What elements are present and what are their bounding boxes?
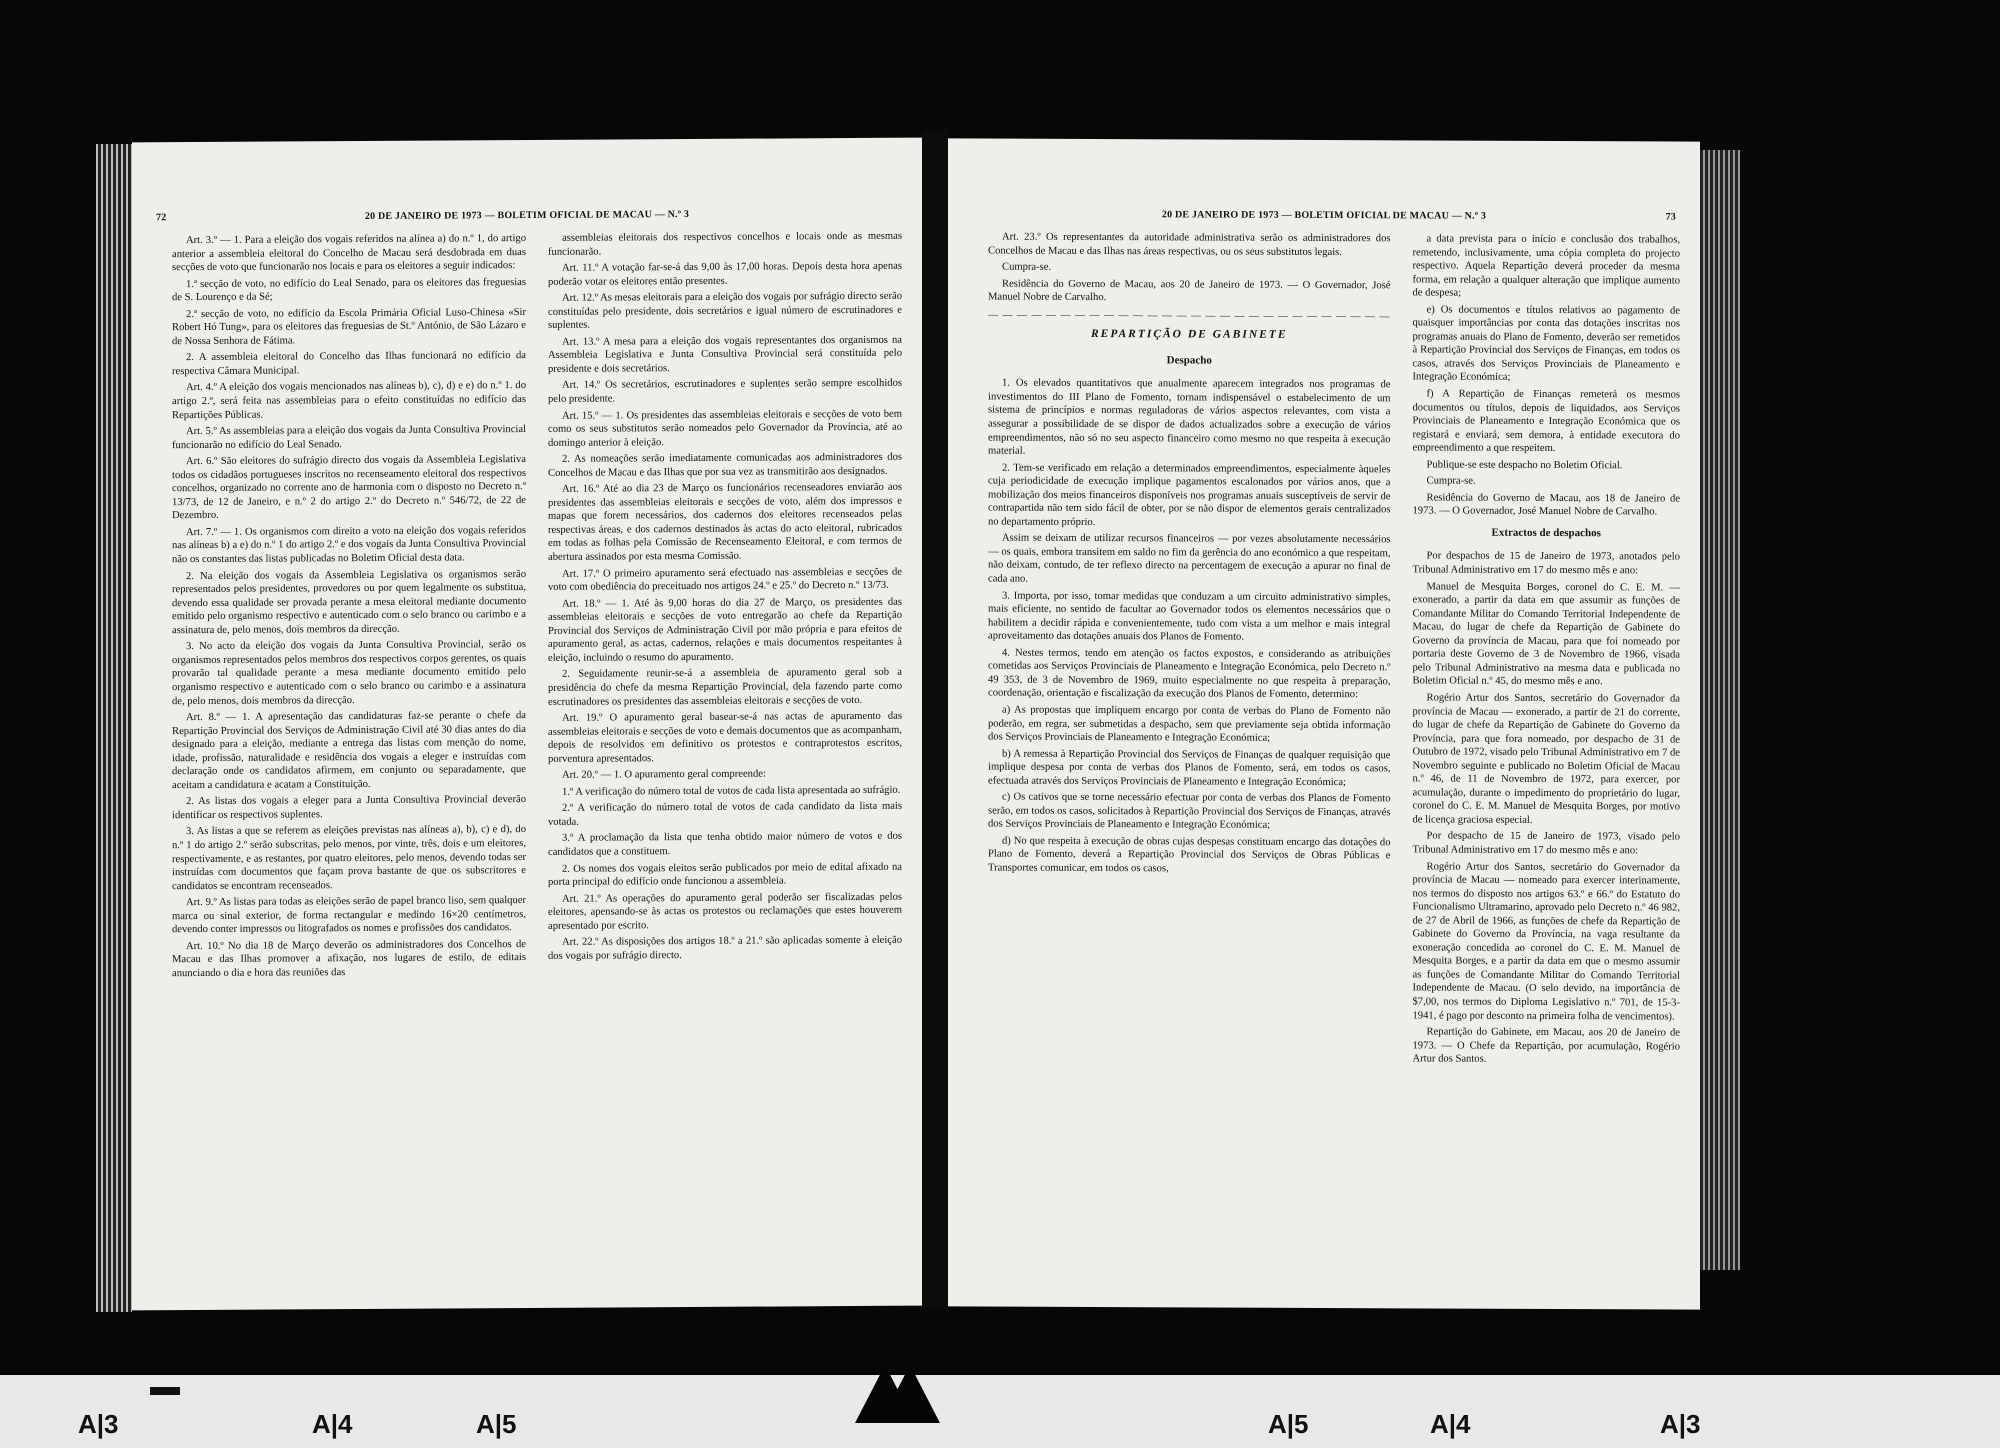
paragraph: Art. 21.º As operações do apuramento geral poderão ser fiscalizadas pelos eleitores, apensando-se às actas os protestos ou reclamações que estes houverem apresentado por escrito. bbox=[548, 891, 902, 932]
right-page-number: 73 bbox=[1665, 211, 1676, 223]
paragraph: 2. Na eleição dos vogais da Assembleia Legislativa os organismos serão representados pelos presidentes, provedores ou por quem legalmente os substitua, devendo essa qualidade ser provada perante a mesa eleitoral mediante documento emitido pelo organismo respectivo e autenticado com o selo branco ou carimbo e a assinatura de, pelo menos, dois membros da direcção. bbox=[172, 568, 526, 636]
despacho-title: Despacho bbox=[1166, 354, 1212, 367]
paragraph: Art. 15.º — 1. Os presidentes das assembleias eleitorais e secções de voto bem como os seus substitutos serão nomeados pelo Governador da Província, até ao domingo anterior à eleição. bbox=[548, 408, 902, 449]
paragraph: Art. 5.º As assembleias para a eleição dos vogais da Junta Consultiva Provincial funcionarão no edifício do Leal Senado. bbox=[172, 424, 526, 451]
paragraph: 3.º A proclamação da lista que tenha obtido maior número de votos e dos candidatos que a constituem. bbox=[548, 831, 902, 858]
paragraph: Rogério Artur dos Santos, secretário do Governador da província de Macau — nomeado para exercer interinamente, nos termos do disposto nos artigos 63.º e 66.º do Estatuto do Funcionalismo Ultramarino, aprovado pelo Decreto n.º 46 982, de 27 de Abril de 1966, as funções de chefe da Repartição de Gabinete do Governo da Província, na vaga resultante da exoneração concedida ao coronel do C. E. M. Manuel de Mesquita Borges, e a partir da data em que o mesmo assumir as funções de Comandante Militar do Comando Territorial Independente de Macau. (O selo devido, na importância de $7,00, nos termos do Diploma Legislativo n.º 701, de 15-3-1941, é pago por desconto na primeira folha de vencimentos). bbox=[1412, 860, 1680, 1023]
right-page-header bbox=[972, 208, 1676, 223]
right-page bbox=[948, 138, 1700, 1309]
paragraph: Repartição do Gabinete, em Macau, aos 20 de Janeiro de 1973. — O Chefe da Repartição, por acumulação, Rogério Artur dos Santos. bbox=[1412, 1026, 1680, 1065]
paragraph: Publique-se este despacho no Boletim Oficial. bbox=[1426, 459, 1623, 472]
film-mark: A|3 bbox=[78, 1409, 119, 1439]
left-page-title: 20 DE JANEIRO DE 1973 — BOLETIM OFICIAL DE MACAU — N.º 3 bbox=[364, 209, 690, 222]
paragraph: 2. Os nomes dos vogais eleitos serão publicados por meio de edital afixado na porta principal do edifício onde funcionou a assembleia. bbox=[548, 861, 902, 888]
paragraph: a) As propostas que impliquem encargo por conta de verbas do Plano de Fomento não poderão, em regra, ser submetidas a despacho, sem que previamente seja obtida informação dos Serviços Provinciais de Planeamento e Integração Económica; bbox=[988, 704, 1391, 744]
paragraph: b) A remessa à Repartição Provincial dos Serviços de Finanças de qualquer requisição que implique despesa por conta de verbas dos Planos de Fomento, será, em todos os casos, efectuada através dos Serviços Provinciais de Planeamento e Integração Económica; bbox=[988, 748, 1391, 788]
film-marks-strip bbox=[0, 1375, 2000, 1448]
paragraph: Art. 11.º A votação far-se-á das 9,00 às 17,00 horas. Depois desta hora apenas poderão votar os eleitores então presentes. bbox=[548, 260, 902, 288]
paragraph: Art. 22.º As disposições dos artigos 18.º a 21.º são aplicadas somente à eleição dos vogais por sufrágio directo. bbox=[548, 934, 902, 962]
paragraph: Art. 23.º Os representantes da autoridade administrativa serão os administradores dos Concelhos de Macau e das Ilhas nas áreas respectivas, ou os seus substitutos legais. bbox=[988, 231, 1391, 258]
film-blob bbox=[150, 1387, 180, 1395]
paragraph: Art. 9.º As listas para todas as eleições serão de papel branco liso, sem qualquer marca ou sinal exterior, de forma rectangular e medindo 16×20 centímetros, devendo conter impressos ou litografados os nomes e profissões dos candidatos. bbox=[172, 895, 526, 936]
paragraph: f) A Repartição de Finanças remeterá os mesmos documentos ou títulos, depois de liquidados, aos Serviços Provinciais de Planeamento e Integração Económica que os registará e enviará, sem demora, à entidade executora do empreendimento a que respeitem. bbox=[1412, 388, 1680, 455]
paragraph: Art. 14.º Os secretários, escrutinadores e suplentes serão sempre escolhidos pelo presidente. bbox=[548, 378, 902, 405]
paragraph: Cumpra-se. bbox=[1426, 475, 1476, 487]
paragraph: 2. Seguidamente reunir-se-á a assembleia de apuramento geral sob a presidência do chefe da mesma Repartição Provincial, dela fazendo parte como escrutinadores os presidentes das assembleias eleitorais e secções de voto. bbox=[548, 667, 902, 708]
paragraph: Art. 10.º No dia 18 de Março deverão os administradores dos Concelhos de Macau e das Ilhas promover a afixação, nos lugares de estilo, de editais anunciando o dia e hora das reuniões das bbox=[172, 938, 526, 980]
paragraph: Art. 19.º O apuramento geral basear-se-á nas actas de apuramento das assembleias eleitorais e secções de voto e demais documentos que as acompanham, depois de resolvidos em definitivo os protestos e contraprotestos escritos, porventura apresentados. bbox=[548, 710, 902, 765]
paragraph: 1. Os elevados quantitativos que anualmente aparecem integrados nos programas de investimentos do III Plano de Fomento, tornam indispensável o estabelecimento de um sistema de princípios e normas reguladoras de vários aspectos relevantes, com vista a assegurar a possibilidade de se dispor de dados actualizados sobre a execução de vários empreendimentos, não só no seu aspecto financeiro como mesmo no que respeita à execução material. bbox=[988, 377, 1391, 457]
film-notch bbox=[880, 1365, 940, 1423]
film-mark: A|4 bbox=[1430, 1409, 1471, 1439]
paragraph: Art. 20.º — 1. O apuramento geral compreende: bbox=[562, 768, 766, 782]
film-mark: A|5 bbox=[1268, 1409, 1309, 1439]
paragraph: 2.ª secção de voto, no edifício da Escola Primária Oficial Luso-Chinesa «Sir Robert Hó Tung», para os eleitores das freguesias de St.º António, de São Lázaro e de Nossa Senhora de Fátima. bbox=[172, 306, 526, 347]
paragraph: Assim se deixam de utilizar recursos financeiros — por vezes absolutamente necessários — os quais, embora transitem em saldo no fim da gerência do ano económico a que respeitam, não deixam, contudo, de ter reflexo directo na percentagem de execução a apurar no final de cada ano. bbox=[988, 532, 1391, 585]
paragraph: Art. 8.º — 1. A apresentação das candidaturas faz-se perante o chefe da Repartição Provincial dos Serviços de Administração Civil até 30 dias antes do dia designado para a eleição, mediante a entrega das listas com menção do nome, idade, profissão, naturalidade e residência dos vogais a eleger e instruídas com declaração onde os candidatos afirmem, em conjunto ou separadamente, que aceitam a candidatura e acatam a Constituição. bbox=[172, 710, 526, 791]
paragraph: a data prevista para o início e conclusão dos trabalhos, remetendo, inclusivamente, uma cópia completa do projecto respectivo. Aquela Repartição deverá proceder da mesma forma, em relação a qualquer alteração que implique aumento de despesa; bbox=[1412, 233, 1680, 299]
paragraph: Por despacho de 15 de Janeiro de 1973, visado pelo Tribunal Administrativo em 17 do mesmo mês e ano: bbox=[1412, 830, 1680, 857]
left-page-number: 72 bbox=[156, 212, 167, 224]
paragraph: Art. 18.º — 1. Até às 9,00 horas do dia 27 de Março, os presidentes das assembleias eleitorais e secções de voto entregarão ao chefe da Repartição Provincial dos Serviços de Administração Civil por mão própria e para efeitos de apuramento geral, as actas, cadernos, relações e mais documentos respeitantes à eleição, incluindo o resumo do apuramento. bbox=[548, 596, 902, 664]
paragraph: 2. Tem-se verificado em relação a determinados empreendimentos, especialmente àqueles cuja periodicidade de execução implique pagamentos escalonados por vários anos, que a mobilização dos meios financeiros disponíveis nos programas anuais susceptíveis de servir de contrapartida não tem sido fácil de obter, por se não dispor de elementos gerais centralizados no departamento próprio. bbox=[988, 462, 1391, 528]
paragraph: Rogério Artur dos Santos, secretário do Governador da província de Macau — exonerado, a partir de 21 do corrente, do lugar de chefe da Repartição de Gabinete do Governo da Província, para que fora nomeado, por despacho de 31 de Outubro de 1972, visado pelo Tribunal Administrativo em 7 de Novembro seguinte e publicado no Boletim Oficial de Macau n.º 46, de 11 de Novembro de 1972, para exercer, por acumulação, durante o impedimento do proprietário do lugar, coronel do C. E. M. Manuel de Mesquita Borges, por motivo de licença graciosa especial. bbox=[1412, 692, 1680, 826]
paragraph: Art. 13.º A mesa para a eleição dos vogais representantes dos organismos na Assembleia Legislativa e Junta Consultiva Provincial será constituída pelo presidente e dois secretários. bbox=[548, 334, 902, 375]
paragraph: Cumpra-se. bbox=[1002, 261, 1052, 273]
paragraph: Art. 12.º As mesas eleitorais para a eleição dos vogais por sufrágio directo serão constituídas pelo presidente, dois secretários e igual número de escrutinadores e suplentes. bbox=[548, 290, 902, 332]
right-column-1 bbox=[988, 231, 1391, 1299]
film-mark: A|3 bbox=[1660, 1409, 1701, 1439]
section-separator: — — — — — — — — — — — — — — — — — — — — — — — — — — — — bbox=[988, 309, 1391, 323]
paragraph: Residência do Governo de Macau, aos 18 de Janeiro de 1973. — O Governador, José Manuel Nobre de Carvalho. bbox=[1412, 492, 1680, 518]
paragraph: 1.ª secção de voto, no edifício do Leal Senado, para os eleitores das freguesias de S. Lourenço e da Sé; bbox=[172, 276, 526, 304]
paragraph: 3. No acto da eleição dos vogais da Junta Consultiva Provincial, serão os organismos representados pelos membros dos respectivos corpos gerentes, os quais provarão tal qualidade perante a mesa mediante documento emitido pelo organismo respectivo e autenticado com o selo branco ou carimbo e a assinatura de, pelo menos, dois membros da direcção. bbox=[172, 639, 526, 707]
book-gutter bbox=[922, 130, 948, 1310]
left-page-edges bbox=[96, 144, 132, 1312]
paragraph: 2. A assembleia eleitoral do Concelho das Ilhas funcionará no edifício da respectiva Câmara Municipal. bbox=[172, 350, 526, 378]
paragraph: Art. 7.º — 1. Os organismos com direito a voto na eleição dos vogais referidos nas alíneas b) a e) do n.º 1 do artigo 2.º e dos vogais da Junta Consultiva Provincial não os constantes das listas publicadas no Boletim Oficial desta data. bbox=[172, 524, 526, 566]
paragraph: Por despachos de 15 de Janeiro de 1973, anotados pelo Tribunal Administrativo em 17 do mesmo mês e ano: bbox=[1412, 550, 1680, 577]
paragraph: e) Os documentos e títulos relativos ao pagamento de quaisquer importâncias por conta das dotações inscritas nos programas anuais do Plano de Fomento, deverão ser remetidos à Repartição Provincial dos Serviços de Finanças, em todos os casos, através dos Serviços Provinciais de Planeamento e Integração Económica; bbox=[1412, 304, 1680, 384]
left-page-header bbox=[156, 208, 898, 224]
right-page-edges bbox=[1700, 150, 1740, 1270]
film-mark: A|4 bbox=[312, 1409, 353, 1439]
paragraph: Art. 3.º — 1. Para a eleição dos vogais referidos na alínea a) do n.º 1, do artigo anterior a assembleia eleitoral do Concelho de Macau será desdobrada em duas secções de voto que funcionarão nos locais e para os eleitores a seguir indicados: bbox=[172, 233, 526, 274]
paragraph: Art. 16.º Até ao dia 23 de Março os funcionários recenseadores enviarão aos presidentes das assembleias eleitorais e secções de voto, além dos impressos e mapas que forem necessários, dos cadernos dos eleitores recenseados pelas respectivas áreas, e dos cadernos destinados às actas do acto eleitoral, rubricados em todas as folhas pela Comissão de Recenseamento Eleitoral, e com termos de abertura assinados por esta mesma Comissão. bbox=[548, 482, 902, 563]
left-column-2 bbox=[548, 230, 902, 1298]
paragraph: 3. Importa, por isso, tomar medidas que conduzam a um circuito administrativo simples, mais eficiente, no sentido de facultar ao Governador todos os elementos necessários que o habilitem a decidir rápida e convenientemente, tudo com vista a um melhor e mais integral aproveitamento das dotações anuais dos Planos de Fomento. bbox=[988, 590, 1391, 643]
film-mark: A|5 bbox=[476, 1409, 517, 1439]
paragraph: Residência do Governo de Macau, aos 20 de Janeiro de 1973. — O Governador, José Manuel Nobre de Carvalho. bbox=[988, 278, 1391, 304]
paragraph: c) Os cativos que se torne necessário efectuar por conta de verbas dos Planos de Fomento serão, em todos os casos, solicitados à Repartição Provincial dos Serviços de Finanças, através dos Serviços Provinciais de Planeamento e Integração Económica; bbox=[988, 791, 1391, 832]
right-page-title: 20 DE JANEIRO DE 1973 — BOLETIM OFICIAL DE MACAU — N.º 3 bbox=[1161, 209, 1487, 222]
paragraph: Art. 17.º O primeiro apuramento será efectuado nas assembleias e secções de voto com obediência do preceituado nos artigos 24.º e 25.º do Decreto n.º 13/73. bbox=[548, 566, 902, 593]
section-title: REPARTIÇÃO DE GABINETE bbox=[1090, 328, 1288, 342]
paragraph: Art. 6.º São eleitores do sufrágio directo dos vogais da Assembleia Legislativa todos os cidadãos portugueses inscritos no recenseamento eleitoral dos respectivos concelhos, organizado no corrente ano de harmonia com o disposto no Decreto n.º 13/73, de 12 de Janeiro, e n.º 2 do artigo 2.º do Decreto n.º 546/72, de 22 de Dezembro. bbox=[172, 454, 526, 522]
extractos-title: Extractos de despachos bbox=[1491, 526, 1601, 540]
paragraph: 1.º A verificação do número total de votos de cada lista apresentada ao sufrágio. bbox=[562, 784, 901, 798]
paragraph: Art. 4.º A eleição dos vogais mencionados nas alíneas b), c), d) e e) do n.º 1. do artigo 2.º, será feita nas assembleias para o efeito constituídas no edifício das Repartições Públicas. bbox=[172, 380, 526, 421]
paragraph: assembleias eleitorais dos respectivos concelhos e locais onde as mesmas funcionarão. bbox=[548, 230, 902, 258]
left-column-1 bbox=[172, 232, 526, 1300]
paragraph: 2. As listas dos vogais a eleger para a Junta Consultiva Provincial deverão identificar os respectivos suplentes. bbox=[172, 794, 526, 822]
paragraph: 2. As nomeações serão imediatamente comunicadas aos administradores dos Concelhos de Macau e das Ilhas que por sua vez as transmitirão aos designados. bbox=[548, 451, 902, 479]
paragraph: d) No que respeita à execução de obras cujas despesas constituam encargo das dotações do Plano de Fomento, deverá a Repartição Provincial dos Serviços de Obras Públicas e Transportes comunicar, em todos os casos, bbox=[988, 835, 1391, 875]
paragraph: 3. As listas a que se referem as eleições previstas nas alíneas a), b), c) e d), do n.º 1 do artigo 2.º serão subscritas, pelo menos, por vinte, três, dois e um eleitores, respectivamente, e as restantes, por quatro eleitores, pelo menos, devendo todas ser instruídas com documentos que façam prova bastante de que os subscritores e candidatos se encontram recenseados. bbox=[172, 824, 526, 892]
paragraph: 4. Nestes termos, tendo em atenção os factos expostos, e considerando as atribuições cometidas aos Serviços Provinciais de Planeamento e Integração Económica, pelo Decreto n.º 49 353, de 3 de Novembro de 1969, muito especialmente no que respeita à preparação, coordenação, orientação e fiscalização da execução dos Planos de Fomento, determino: bbox=[988, 647, 1391, 701]
paragraph: Manuel de Mesquita Borges, coronel do C. E. M. — exonerado, a partir da data em que assumir as funções de Comandante Militar do Comando Territorial Independente de Macau, do lugar de chefe da Repartição de Gabinete do Governo da província de Macau, para que foi nomeado por portaria deste Governo de 3 de Novembro de 1966, visada pelo Tribunal Administrativo na mesma data e publicada no Boletim Oficial n.º 45, do mesmo mês e ano. bbox=[1412, 581, 1680, 688]
right-column-2 bbox=[1413, 232, 1681, 1299]
paragraph: 2.º A verificação do número total de votos de cada candidato da lista mais votada. bbox=[548, 801, 902, 828]
left-page bbox=[132, 138, 922, 1311]
